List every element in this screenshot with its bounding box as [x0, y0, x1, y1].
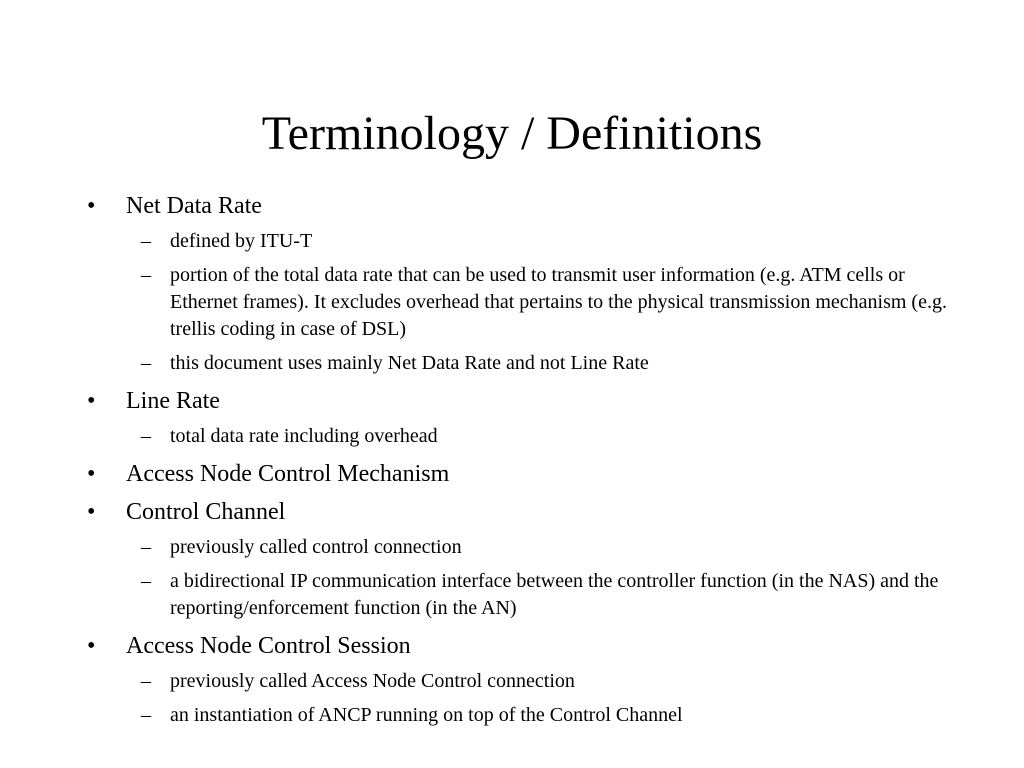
sub-bullet-text: an instantiation of ANCP running on top of the Control Channel [170, 704, 683, 726]
bullet-marker: • [87, 388, 96, 414]
sub-bullet-item [0, 568, 1024, 622]
sub-bullet-marker: – [141, 704, 151, 726]
bullet-text: Net Data Rate [126, 193, 262, 219]
sub-bullet-marker: – [141, 425, 151, 447]
sub-bullet-item [0, 262, 1024, 343]
sub-bullet-marker: – [141, 352, 151, 374]
sub-bullet-text: previously called control connection [170, 536, 462, 558]
bullet-item [0, 460, 1024, 488]
sub-bullet-text: previously called Access Node Control connection [170, 670, 575, 692]
bullet-marker: • [87, 499, 96, 525]
sub-bullet-marker: – [141, 670, 151, 692]
sub-bullet-item [0, 702, 1024, 729]
bullet-marker: • [87, 461, 96, 487]
sub-bullet-item [0, 423, 1024, 450]
slide-title: Terminology / Definitions [261, 107, 763, 160]
bullet-item [0, 387, 1024, 415]
sub-bullet-marker: – [141, 570, 151, 592]
sub-bullet-marker: – [141, 264, 151, 286]
bullet-text: Access Node Control Mechanism [126, 461, 450, 487]
sub-bullet-text: total data rate including overhead [170, 425, 438, 447]
bullet-list [0, 192, 1024, 729]
bullet-text: Control Channel [126, 499, 286, 525]
sub-bullet-marker: – [141, 536, 151, 558]
bullet-marker: • [87, 633, 96, 659]
sub-bullet-text: this document uses mainly Net Data Rate and not Line Rate [170, 352, 649, 374]
bullet-text: Line Rate [126, 388, 220, 414]
bullet-item [0, 192, 1024, 220]
sub-bullet-marker: – [141, 230, 151, 252]
bullet-item [0, 498, 1024, 526]
bullet-text: Access Node Control Session [126, 633, 411, 659]
sub-bullet-item [0, 228, 1024, 255]
sub-bullet-item [0, 350, 1024, 377]
sub-bullet-text: a bidirectional IP communication interface between the controller function (in the NAS) and the reporting/enforcement function (in the AN) [170, 570, 939, 619]
sub-bullet-item [0, 668, 1024, 695]
bullet-marker: • [87, 193, 96, 219]
sub-bullet-item [0, 534, 1024, 561]
sub-bullet-text: defined by ITU-T [170, 230, 313, 252]
sub-bullet-text: portion of the total data rate that can be used to transmit user information (e.g. ATM cells or Ethernet frames). It excludes overhead that pertains to the physical transmission mechanism (e.g. trellis coding in case of DSL) [170, 264, 947, 340]
bullet-item [0, 632, 1024, 660]
